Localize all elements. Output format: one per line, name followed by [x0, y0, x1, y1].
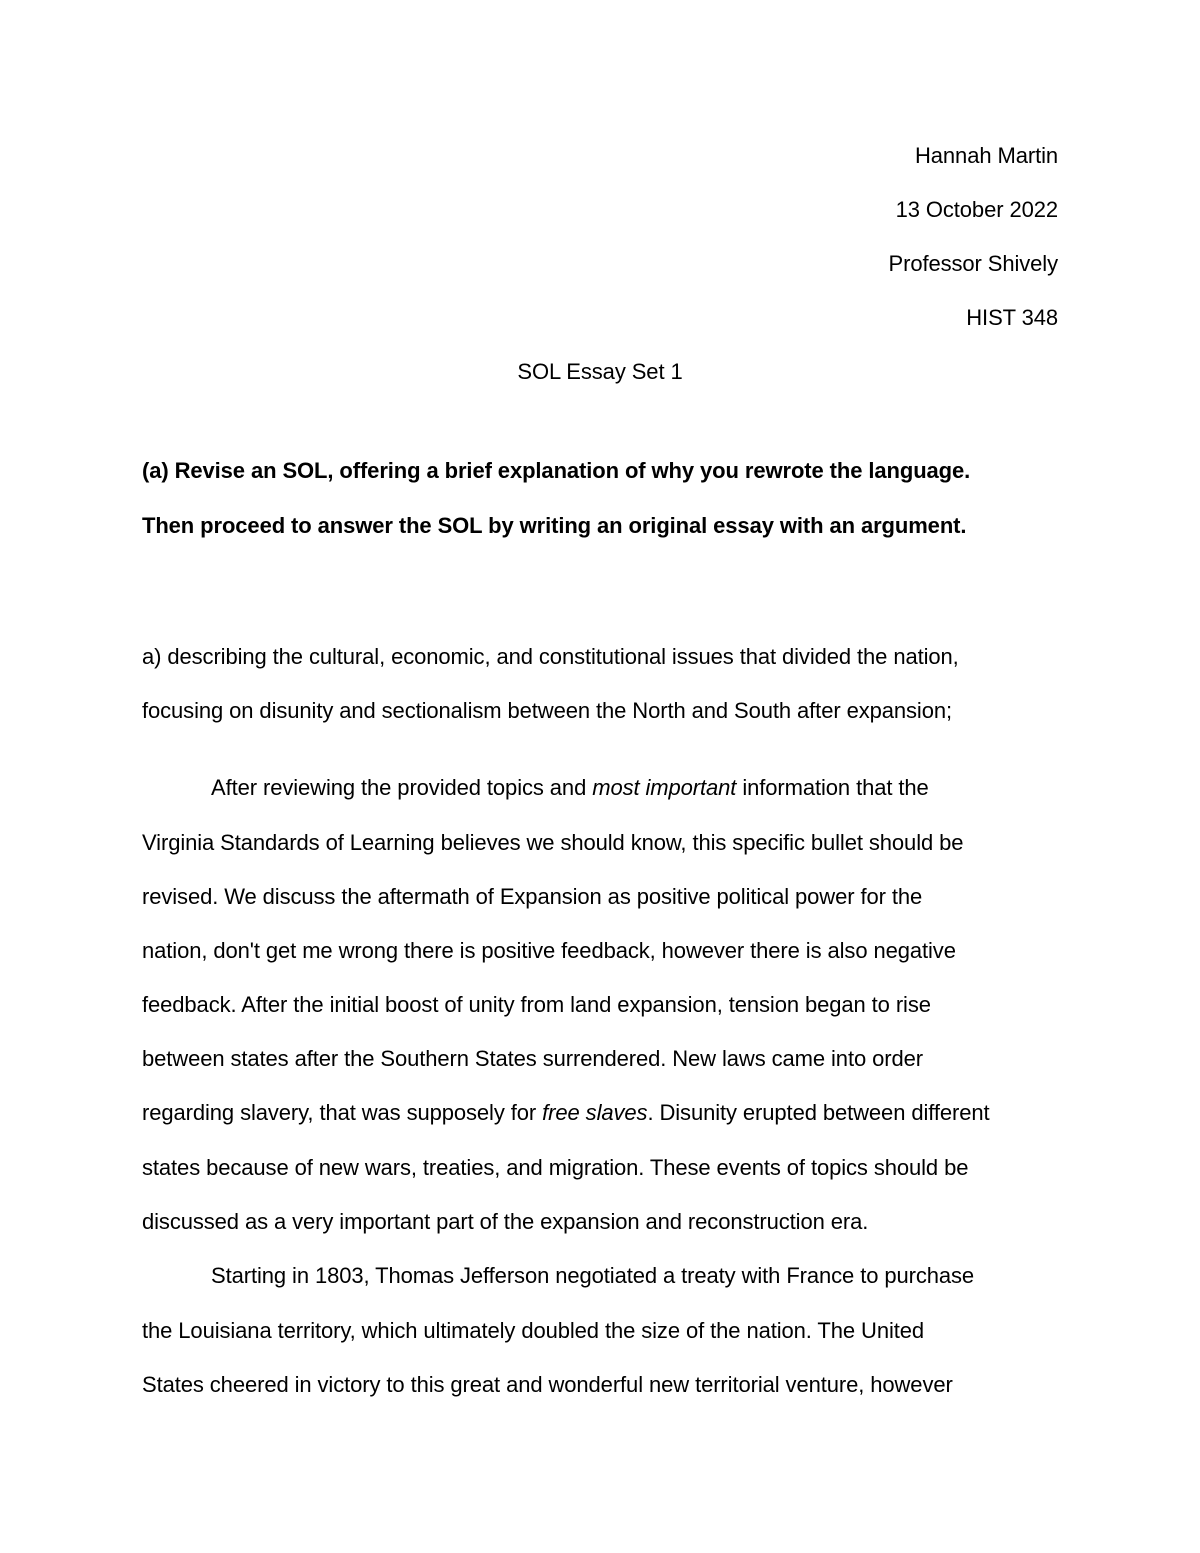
professor-name: Professor Shively — [888, 251, 1058, 276]
paragraph-1-line-7: regarding slavery, that was supposely for free slaves. Disunity erupted between different — [142, 1100, 990, 1125]
paragraph-2-line-1: Starting in 1803, Thomas Jefferson negotiated a treaty with France to purchase — [211, 1263, 975, 1288]
paragraph-1-line-1: After reviewing the provided topics and most important information that the — [211, 775, 929, 800]
course-code: HIST 348 — [966, 305, 1058, 330]
emphasis-free-slaves: free slaves — [542, 1100, 648, 1125]
paragraph-2-line-3: States cheered in victory to this great and wonderful new territorial venture, however — [142, 1372, 953, 1397]
paragraph-1-line-4: nation, don't get me wrong there is positive feedback, however there is also negative — [142, 938, 956, 963]
document-date: 13 October 2022 — [895, 197, 1058, 222]
sol-line-1: a) describing the cultural, economic, and constitutional issues that divided the nation, — [142, 644, 959, 669]
paragraph-1-line-6: between states after the Southern States surrendered. New laws came into order — [142, 1046, 923, 1071]
document-title: SOL Essay Set 1 — [517, 359, 683, 384]
prompt-line-2: Then proceed to answer the SOL by writing an original essay with an argument. — [142, 513, 967, 538]
prompt-line-1: (a) Revise an SOL, offering a brief explanation of why you rewrote the language. — [142, 458, 971, 483]
paragraph-1-line-2: Virginia Standards of Learning believes we should know, this specific bullet should be — [142, 830, 964, 855]
paragraph-1-line-5: feedback. After the initial boost of unity from land expansion, tension began to rise — [142, 992, 931, 1017]
sol-line-2: focusing on disunity and sectionalism between the North and South after expansion; — [142, 698, 952, 723]
paragraph-1-line-3: revised. We discuss the aftermath of Expansion as positive political power for the — [142, 884, 923, 909]
paragraph-1-line-8: states because of new wars, treaties, and migration. These events of topics should be — [142, 1155, 969, 1180]
emphasis-most-important: most important — [592, 775, 737, 800]
author-name: Hannah Martin — [915, 143, 1058, 168]
paragraph-2-line-2: the Louisiana territory, which ultimately doubled the size of the nation. The United — [142, 1318, 925, 1343]
paragraph-1-line-9: discussed as a very important part of the expansion and reconstruction era. — [142, 1209, 869, 1234]
